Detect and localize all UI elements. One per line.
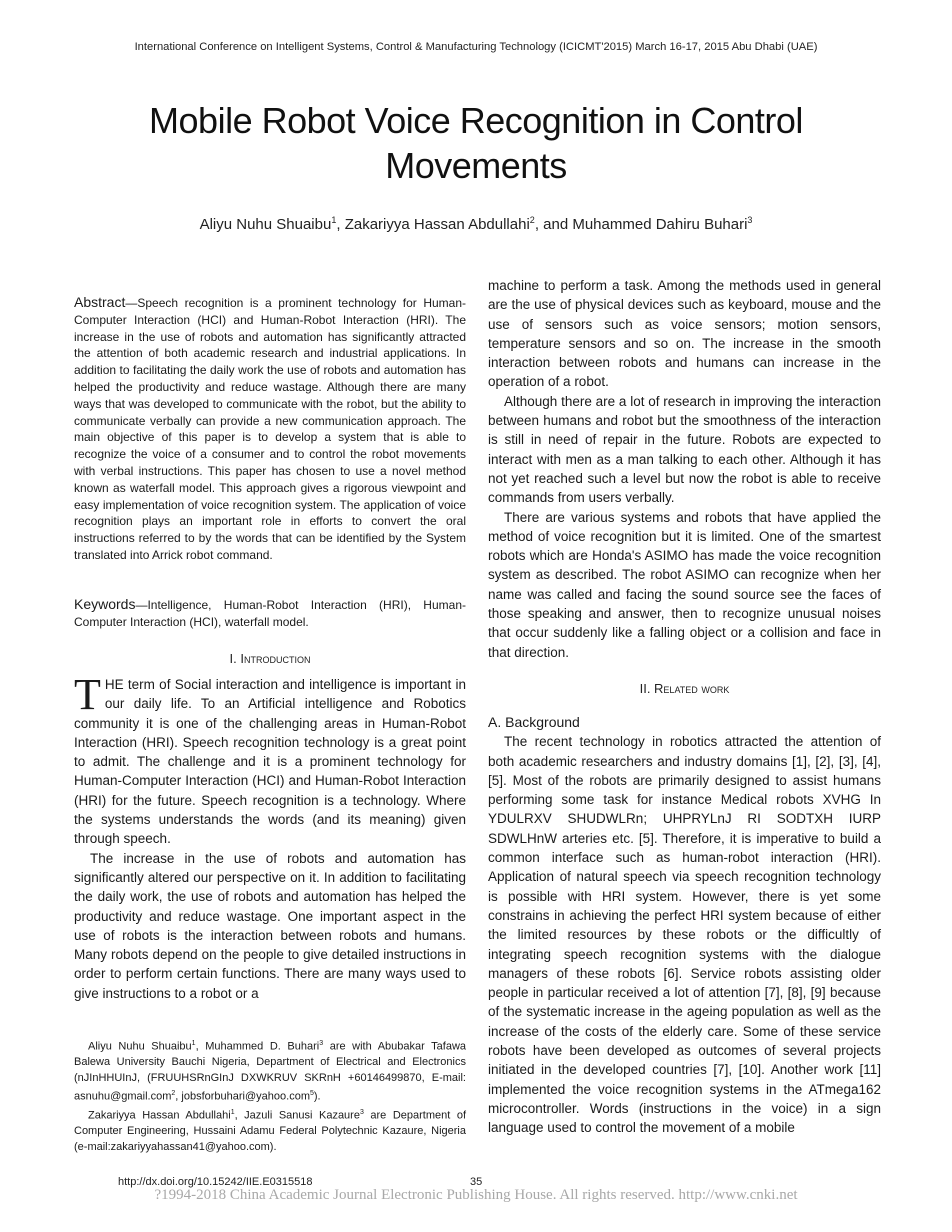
- footnote-text: ).: [313, 1090, 321, 1103]
- footnote-1: [74, 1036, 466, 1105]
- intro-paragraph-1-text: HE term of Social interaction and intelligence is important in our daily life. To an Artificial intelligence and Robotics community it is one of the challenging areas in Human-Robot Interaction (HRI). Speech recognition technology is a great point to admit. The challenge and it is a prominent technology for Human-Computer Interaction (HCI) and Human-Robot Interaction (HRI) for the future. Speech recognition is a technology. Where the systems understands the words (and its meaning) given through speech.: [74, 677, 466, 847]
- footnotes: [74, 1036, 466, 1155]
- introduction-body-continued: [488, 276, 881, 662]
- drop-cap: T: [74, 670, 101, 719]
- author-1-affil: 1: [331, 215, 337, 225]
- author-3: Muhammed Dahiru Buhari: [572, 216, 748, 233]
- author-2-affil: 2: [529, 215, 535, 225]
- doi-link[interactable]: http://dx.doi.org/10.15242/IIE.E0315518: [118, 1176, 313, 1188]
- introduction-body: [74, 670, 466, 1003]
- abstract-label: Abstract: [74, 294, 126, 310]
- footnote-sup: 3: [319, 1040, 324, 1047]
- paper-title: [100, 98, 852, 188]
- keywords: [74, 596, 466, 631]
- keywords-label: Keywords: [74, 596, 136, 612]
- intro-paragraph-4: There are various systems and robots that have applied the method of voice recognition but it is limited. One of the smartest robots which are Honda's ASIMO has made the voice recognition system as described. The robot ASIMO can recognize when her name was called and facing the sound source see the faces of those speaking and answer, then to recognize unusual noises that occur suddenly like a falling object or a collision and face in that direction.: [488, 509, 881, 660]
- footnote-text: , Jazuli Sanusi Kazaure: [234, 1109, 360, 1122]
- intro-paragraph-2: The increase in the use of robots and automation has significantly altered our perspective on it. In addition to facilitating the daily work, the use of robots and automation has helped the productivity and reduce wastage. One important aspect in the use of robots is the interaction between robots and humans. Many robots depend on the people to give detailed instructions in order to perform certain functions. There are many ways used to give instructions to a robot or a: [74, 850, 466, 1001]
- footnote-sup: 1: [230, 1109, 235, 1117]
- author-list: [100, 215, 852, 233]
- title-line-2: Movements: [385, 145, 567, 186]
- footnote-text: are with Abubakar Tafawa Balewa University Bauchi Nigeria, Department of Electrical and Electronics (nJInHHUInJ, (FRUUHSRnGInJ DXWKRUV SKRnH +60146499870, E-mail: asnuhu@gmail.com: [74, 1040, 467, 1103]
- subsection-heading-background: A. Background: [488, 714, 580, 730]
- author-separator: , and: [534, 216, 573, 233]
- footnote-2: [74, 1105, 466, 1155]
- author-3-affil: 3: [747, 215, 753, 225]
- intro-paragraph-3: Although there are a lot of research in improving the interaction between humans and robot but the smoothness of the interaction is still in need of repair in the future. Robots are expected to interact with men as a man talking to each other. Although it has not yet reached such a level but now the robot is able to receive commands from users verbally.: [488, 393, 881, 506]
- abstract-dash: —: [125, 296, 138, 310]
- author-2: Zakariyya Hassan Abdullahi: [344, 216, 530, 233]
- conference-header: International Conference on Intelligent Systems, Control & Manufacturing Technology (ICICMT'2015) March 16-17, 2015 Abu Dhabi (UAE): [134, 41, 818, 53]
- footnote-sup: 5: [309, 1090, 314, 1098]
- footnote-sup: 3: [359, 1109, 364, 1117]
- footnote-text: , jobsforbuhari@yahoo.com: [175, 1090, 310, 1103]
- footnote-text: Zakariyya Hassan Abdullahi: [88, 1109, 231, 1122]
- keywords-dash: —: [135, 598, 148, 612]
- footnote-text: are Department of Computer Engineering, Hussaini Adamu Federal Polytechnic Kazaure, Nigeria (e-mail:zakariyyahassan41@yahoo.com).: [74, 1109, 466, 1153]
- footnote-sup: 2: [171, 1090, 176, 1098]
- cnki-watermark: ?1994-2018 China Academic Journal Electronic Publishing House. All rights reserved. http://www.cnki.net: [154, 1187, 798, 1203]
- keywords-text: Intelligence, Human-Robot Interaction (HRI), Human-Computer Interaction (HCI), waterfall model.: [74, 598, 466, 629]
- related-paragraph-1: The recent technology in robotics attracted the attention of both academic researchers and industry domains [1], [2], [3], [4], [5]. Most of the robots are primarily designed to assist humans performing some task for instance Medical robots XVHG In YDULRXV SHUDWLRn; UHPRYLnJ RI SODTXH IURP SDWLHnW arteries etc. [5]. Therefore, it is imperative to build a common interface such as human-robot interaction (HRI). Application of natural speech via speech recognition technology is possible with HRI system. However, there is yet some constrains in achieving the perfect HRI system because of either the limited resources by these robots or the difficultly of integrating speech recognition systems with the dialogue managers of these robots [6]. Service robots assisting older people in particular received a lot of attention [7], [8], [9] because of the systematic increase in the ageing population as well as the increase of the costs of the elderly care. Some of these service robots have been developed as outcomes of several projects initiated in the developed countries [7], [10]. Another work [11] implemented the voice recognition systems in the ATmega162 microcontroller. Words (instructions in the voice) in a sign language used to control the movement of a mobile: [488, 734, 881, 1136]
- author-1: Aliyu Nuhu Shuaibu: [199, 216, 332, 233]
- footnote-sup: 1: [191, 1040, 196, 1047]
- intro-paragraph-1: [74, 670, 466, 849]
- title-line-1: Mobile Robot Voice Recognition in Control: [149, 100, 803, 141]
- footnote-text: Aliyu Nuhu Shuaibu: [88, 1040, 192, 1053]
- section-heading-introduction: I. Introduction: [229, 651, 311, 666]
- footnote-text: , Muhammed D. Buhari: [195, 1040, 320, 1053]
- abstract-text: Speech recognition is a prominent technology for Human-Computer Interaction (HCI) and Human-Robot Interaction (HRI). The increase in the use of robots and automation has significantly attracted the attention of both academic research and industrial applications. In addition to facilitating the daily work the use of robots and automation has helped the productivity and reduce wastage. Although there are many ways that was developed to communicate with the robot, but the ability to communicate verbally can provide a new communication approach. The main objective of this paper is to develop a system that is able to recognize the voice of a consumer and to control the robot movements with verbal instructions. This paper has chosen to use a novel method known as waterfall model. This approach gives a rigorous viewpoint and easy implementation of voice recognition system. The application of voice recognition plays an important role in efforts to convert the oral instructions referred to by the words that can be identified by the System translated into Arrick robot command.: [74, 296, 466, 562]
- abstract: [74, 294, 466, 564]
- page-number: 35: [470, 1176, 483, 1188]
- related-work-body: [488, 713, 881, 1138]
- section-heading-related-work: II. Related work: [639, 681, 730, 696]
- intro-paragraph-2-continued: machine to perform a task. Among the methods used in general are the use of physical devices such as keyboard, mouse and the use of sensors such as voice sensors; motion sensors, temperature sensors and so on. The increase in the smooth interaction between robots and humans can increase in the operation of a robot.: [488, 278, 881, 390]
- author-separator: ,: [336, 216, 345, 233]
